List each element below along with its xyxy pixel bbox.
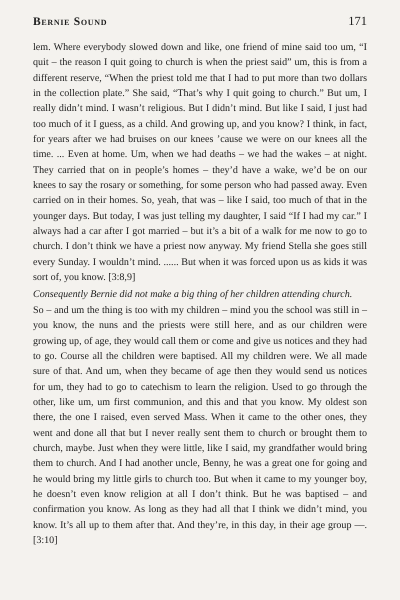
running-title: Bernie Sound (33, 16, 108, 28)
running-head (33, 14, 367, 34)
quote-paragraph-1: lem. Where everybody slowed down and like, one friend of mine said too um, “I quit – the reason I quit going to church is when the priest said” um, this is from a different reserve, “When the priest told me that I had to put more than two dollars in the collection plate.” She said, “That’s why I quit going to church.” But um, I really didn’t mind. I wasn’t religious. But I didn’t mind. But like I said, I just had too much of it I guess, as a child. And growing up, and you know? I think, in fact, for years after we had bruises on our knees ’cause we were on our knees all the time. ... Even at home. Um, when we had deaths – we had the wakes – at night. They carried that on in people’s homes – they’d have a wake, we’d be on our knees to say the rosary or something, for some person who had passed away. Even carried on in their homes. So, yeah, that was – like I said, too much of that in the younger days. But today, I was just telling my daughter, I said “If I had my car.” I always had a car after I got married – but it’s a bit of a walk for me now to go to church. I don’t think we have a priest now anyway. My friend Stella she goes still every Sunday. I wouldn’t mind. ...... But when it was forced upon us as kids it was sort of, you know. [3:8,9] (33, 42, 367, 284)
body-text (33, 40, 367, 548)
page-number: 171 (348, 14, 367, 28)
quote-paragraph-2: So – and um the thing is too with my children – mind you the school was still in – you know, the nuns and the priests were still here, and as our children were growing up, of age, they would call them or come and give us notices and they had to go. Course all the children were baptised. All my children were. We all made sure of that. And um, when they became of age then they would send us notices for um, they had to go to catechism to learn the religion. Used to go through the other, like um, um first communion, and this and that you know. My oldest son there, the one I raised, even served Mass. When it came to the other ones, they went and done all that but I never really sent them to church or brought them to church, maybe. Just when they were little, like I said, my grandfather would bring them to church. And I had another uncle, Benny, he was a great one for going and he would bring my little girls to church too. But when it came to my younger boy, he doesn’t even know religion at all I don’t think. But he was baptised – and confirmation you know. As long as they had all that I think we didn’t mind, you know. It’s all up to them after that. And they’re, in this day, in their age group ––. [3:10] (33, 304, 367, 546)
narration-paragraph: Consequently Bernie did not make a big thing of her children attending church. (33, 288, 353, 300)
